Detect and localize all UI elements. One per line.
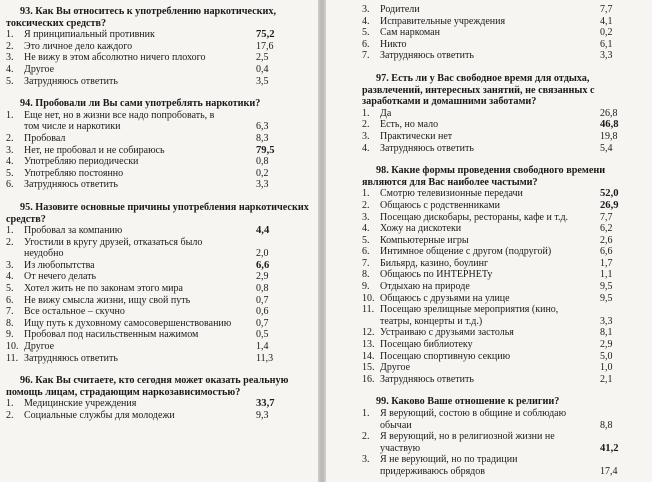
answer-percentage: 0,8	[256, 283, 269, 295]
answer-number: 7.	[6, 306, 14, 318]
answer-row	[362, 143, 644, 155]
answer-row	[362, 119, 644, 131]
answer-row	[6, 318, 310, 330]
answer-percentage: 26,9	[600, 199, 619, 211]
section-spacer	[362, 385, 644, 396]
answer-number: 4.	[6, 63, 14, 75]
answer-number: 15.	[362, 362, 375, 374]
question-block	[362, 165, 644, 385]
question-title: 96. Как Вы считаете, кто сегодня может оказать реальную помощь лицам, страдающим наркозависимостью?	[6, 375, 289, 398]
answer-percentage: 2,1	[600, 373, 613, 385]
answer-percentage: 0,7	[256, 317, 269, 329]
answer-percentage: 5,4	[600, 142, 613, 154]
answer-row	[362, 16, 644, 28]
answer-row	[6, 341, 310, 353]
answer-number: 4.	[362, 223, 370, 235]
section-spacer	[362, 62, 644, 73]
answer-percentage: 3,5	[256, 75, 269, 87]
answer-percentage: 0,5	[256, 329, 269, 341]
answer-row	[362, 27, 644, 39]
answer-percentage: 3,3	[256, 179, 269, 191]
section-spacer	[6, 191, 310, 202]
answer-percentage: 8,1	[600, 327, 613, 339]
answer-text: Еще нет, но в жизни все надо попробовать, в том числе и наркотики	[24, 109, 215, 133]
answer-percentage: 2,9	[256, 271, 269, 283]
answer-text: Общаюсь с родственниками	[380, 199, 500, 211]
answer-number: 6.	[362, 38, 370, 50]
answer-row	[362, 269, 644, 281]
answer-text: Все остальное – скучно	[24, 306, 125, 318]
answer-percentage: 41,2	[600, 442, 619, 454]
answer-number: 3.	[6, 259, 14, 271]
answer-row	[6, 283, 310, 295]
question-block	[6, 6, 310, 87]
answer-number: 2.	[6, 236, 14, 248]
answer-number: 11.	[6, 352, 19, 364]
answer-percentage: 52,0	[600, 188, 619, 200]
answer-percentage: 6,2	[600, 223, 613, 235]
question-title: 94. Пробовали ли Вы сами употреблять наркотики?	[20, 98, 261, 110]
answer-number: 10.	[362, 292, 375, 304]
answer-text: Ищу путь к духовному самосовершенствованию	[24, 317, 232, 329]
answer-row	[6, 329, 310, 341]
answer-number: 2.	[362, 199, 370, 211]
answer-row	[362, 200, 644, 212]
answer-text: Я не верующий, но по традиции придерживаюсь обрядов	[380, 454, 518, 477]
answer-row	[362, 351, 644, 363]
answer-number: 2.	[362, 431, 370, 443]
answer-text: Затрудняюсь ответить	[380, 142, 474, 154]
answer-text: Интимное общение с другом (подругой)	[380, 246, 552, 258]
answer-percentage: 5,0	[600, 350, 613, 362]
answer-number: 5.	[6, 75, 14, 87]
answer-row	[362, 258, 644, 270]
answer-number: 3.	[6, 52, 14, 64]
answer-text: Никто	[380, 38, 407, 50]
answer-text: Затрудняюсь ответить	[24, 352, 118, 364]
answer-number: 3.	[362, 454, 370, 466]
answer-row	[6, 133, 310, 145]
answer-percentage: 7,7	[600, 4, 613, 15]
answer-number: 1.	[362, 408, 370, 419]
answer-percentage: 26,8	[600, 107, 618, 119]
answer-number: 7.	[362, 50, 370, 62]
right-page	[326, 0, 652, 482]
answer-row	[362, 362, 644, 374]
answer-number: 4.	[6, 271, 14, 283]
answer-number: 1.	[6, 398, 14, 410]
answer-percentage: 4,4	[256, 225, 270, 237]
question-block	[362, 73, 644, 154]
answer-number: 7.	[362, 257, 370, 269]
answer-number: 2.	[362, 119, 370, 131]
answer-row	[6, 260, 310, 272]
answer-text: Посещаю спортивную секцию	[380, 350, 511, 362]
answer-text: Нет, не пробовал и не собираюсь	[24, 144, 165, 156]
answer-text: Употребляю постоянно	[24, 167, 124, 179]
answer-row	[362, 327, 644, 339]
answer-row	[6, 398, 310, 410]
answer-text: Бильярд, казино, боулинг	[380, 257, 489, 269]
answer-percentage: 11,3	[256, 352, 274, 364]
answer-row	[6, 225, 310, 237]
answer-text: Затрудняюсь ответить	[380, 50, 474, 62]
answer-text: Я принципиальный противник	[24, 29, 155, 41]
answer-text: Медицинские учреждения	[24, 398, 137, 410]
answer-number: 1.	[6, 109, 14, 121]
answer-number: 3.	[6, 144, 14, 156]
answer-text: Исправительные учреждения	[380, 15, 506, 27]
answer-percentage: 8,3	[256, 132, 269, 144]
answer-text: Затрудняюсь ответить	[24, 75, 118, 87]
answer-row	[6, 52, 310, 64]
section-spacer	[6, 87, 310, 98]
answer-percentage: 2,0	[256, 248, 269, 260]
answer-text: Угостили в кругу друзей, отказаться было неудобно	[24, 236, 203, 260]
answer-number: 5.	[6, 283, 14, 295]
answer-text: Я верующий, состою в общине и соблюдаю обычаи	[380, 408, 567, 431]
answer-text: Посещаю дискобары, рестораны, кафе и т.д.	[380, 211, 569, 223]
answer-number: 12.	[362, 327, 375, 339]
answer-text: Пробовал	[24, 132, 66, 144]
answer-number: 1.	[6, 29, 14, 41]
left-page-column	[6, 6, 310, 422]
left-page	[0, 0, 318, 482]
answer-text: Это личное дело каждого	[24, 40, 133, 52]
answer-row	[362, 454, 644, 477]
answer-number: 2.	[6, 132, 14, 144]
answer-percentage: 2,6	[600, 234, 613, 246]
answer-text: Посещаю библиотеку	[380, 339, 473, 351]
answer-number: 1.	[362, 107, 370, 119]
answer-percentage: 46,8	[600, 119, 619, 131]
answer-percentage: 2,9	[600, 339, 613, 351]
answer-percentage: 9,3	[256, 410, 269, 421]
answer-row	[362, 304, 644, 327]
question-title: 95. Назовите основные причины употребления наркотических средств?	[6, 201, 309, 225]
question-block	[362, 4, 644, 62]
answer-row	[6, 76, 310, 88]
question-title: 99. Каково Ваше отношение к религии?	[376, 396, 560, 408]
answer-row	[6, 271, 310, 283]
answer-number: 1.	[362, 188, 370, 200]
answer-row	[362, 188, 644, 200]
answer-number: 8.	[362, 269, 370, 281]
answer-row	[6, 168, 310, 180]
answer-text: Другое	[24, 341, 55, 353]
answer-text: Из любопытства	[24, 259, 95, 271]
answer-percentage: 9,5	[600, 281, 613, 293]
question-block	[6, 98, 310, 191]
answer-number: 5.	[362, 234, 370, 246]
answer-percentage: 0,8	[256, 156, 269, 168]
answer-row	[362, 339, 644, 351]
answer-text: Отдыхаю на природе	[380, 281, 470, 293]
answer-number: 3.	[362, 130, 370, 142]
answer-row	[362, 212, 644, 224]
answer-row	[6, 145, 310, 157]
answer-number: 4.	[6, 156, 14, 168]
answer-row	[6, 156, 310, 168]
section-spacer	[362, 154, 644, 165]
right-page-column	[362, 4, 644, 478]
answer-text: Не вижу в этом абсолютно ничего плохого	[24, 52, 206, 64]
answer-text: Хотел жить не по законам этого мира	[24, 283, 183, 295]
answer-number: 4.	[362, 15, 370, 27]
answer-row	[6, 410, 310, 422]
answer-row	[362, 235, 644, 247]
question-block	[6, 202, 310, 364]
answer-percentage: 17,4	[600, 465, 618, 477]
answer-percentage: 0,7	[256, 294, 269, 306]
answer-number: 5.	[362, 27, 370, 39]
answer-row	[6, 179, 310, 191]
answer-row	[362, 39, 644, 51]
answer-percentage: 3,3	[600, 50, 613, 62]
answer-percentage: 0,2	[256, 167, 269, 179]
answer-percentage: 2,5	[256, 52, 269, 64]
answer-text: Затрудняюсь ответить	[24, 179, 118, 191]
answer-row	[362, 431, 644, 454]
answer-row	[362, 131, 644, 143]
answer-row	[362, 223, 644, 235]
answer-text: Социальные службы для молодежи	[24, 410, 175, 421]
answer-percentage: 33,7	[256, 398, 275, 410]
answer-number: 6.	[362, 246, 370, 258]
answer-percentage: 1,7	[600, 257, 613, 269]
question-title: 98. Какие формы проведения свободного времени являются для Вас наиболее частыми?	[362, 165, 606, 188]
answer-row	[6, 306, 310, 318]
answer-text: Другое	[24, 63, 55, 75]
answer-row	[6, 295, 310, 307]
answer-percentage: 0,2	[600, 27, 613, 39]
section-spacer	[6, 364, 310, 375]
answer-row	[362, 108, 644, 120]
answer-percentage: 6,6	[256, 259, 270, 271]
answer-text: Общаюсь с друзьями на улице	[380, 292, 510, 304]
answer-text: Компьютерные игры	[380, 234, 469, 246]
answer-text: Пробовал за компанию	[24, 225, 123, 237]
answer-percentage: 0,4	[256, 63, 269, 75]
answer-text: Употребляю периодически	[24, 156, 139, 168]
answer-text: Не вижу смысла жизни, ищу свой путь	[24, 294, 191, 306]
answer-number: 6.	[6, 294, 14, 306]
answer-number: 2.	[6, 40, 14, 52]
answer-text: Устраиваю с друзьями застолья	[380, 327, 514, 339]
answer-number: 4.	[362, 142, 370, 154]
answer-number: 9.	[6, 329, 14, 341]
question-title: 97. Есть ли у Вас свободное время для отдыха, развлечений, интересных занятий, не связанных с заработками и домашними заботами?	[362, 72, 595, 108]
answer-percentage: 9,5	[600, 292, 613, 304]
answer-row	[362, 50, 644, 62]
answer-row	[362, 374, 644, 386]
question-block	[362, 396, 644, 477]
answer-text: Есть, но мало	[380, 119, 439, 131]
answer-text: Затрудняюсь ответить	[380, 373, 474, 385]
answer-percentage: 8,8	[600, 419, 613, 431]
answer-number: 11.	[362, 304, 375, 316]
answer-percentage: 19,8	[600, 130, 618, 142]
answer-row	[6, 353, 310, 365]
answer-percentage: 1,0	[600, 362, 613, 374]
answer-row	[362, 4, 644, 16]
answer-percentage: 1,4	[256, 341, 269, 353]
answer-text: Родители	[380, 4, 420, 15]
answer-text: Другое	[380, 362, 411, 374]
answer-row	[362, 281, 644, 293]
answer-number: 10.	[6, 341, 19, 353]
answer-percentage: 7,7	[600, 211, 613, 223]
answer-percentage: 6,6	[600, 246, 613, 258]
answer-row	[362, 408, 644, 431]
answer-number: 3.	[362, 211, 370, 223]
answer-percentage: 4,1	[600, 15, 613, 27]
answer-number: 16.	[362, 373, 375, 385]
answer-number: 13.	[362, 339, 375, 351]
answer-text: Да	[380, 107, 392, 119]
answer-row	[6, 29, 310, 41]
answer-number: 8.	[6, 317, 14, 329]
answer-text: Практически нет	[380, 130, 453, 142]
answer-percentage: 79,5	[256, 144, 275, 156]
book-gutter	[318, 0, 326, 482]
question-block	[6, 375, 310, 421]
answer-percentage: 75,2	[256, 29, 275, 41]
answer-number: 1.	[6, 225, 14, 237]
answer-percentage: 0,6	[256, 306, 269, 318]
answer-percentage: 17,6	[256, 40, 274, 52]
answer-row	[6, 64, 310, 76]
answer-number: 14.	[362, 350, 375, 362]
answer-number: 9.	[362, 281, 370, 293]
answer-text: От нечего делать	[24, 271, 97, 283]
answer-percentage: 1,1	[600, 269, 613, 281]
answer-row	[6, 110, 310, 133]
answer-text: Общаюсь по ИНТЕРНЕТу	[380, 269, 493, 281]
answer-row	[362, 246, 644, 258]
answer-text: Я верующий, но в религиозной жизни не участвую	[380, 431, 555, 454]
answer-text: Пробовал под насильственным нажимом	[24, 329, 199, 341]
answer-percentage: 6,1	[600, 38, 613, 50]
answer-row	[6, 41, 310, 53]
answer-percentage: 6,3	[256, 121, 269, 133]
answer-percentage: 3,3	[600, 315, 613, 327]
answer-row	[6, 237, 310, 260]
answer-number: 5.	[6, 167, 14, 179]
question-title: 93. Как Вы относитесь к употреблению наркотических, токсических средств?	[6, 6, 277, 29]
answer-text: Хожу на дискотеки	[380, 223, 462, 235]
answer-text: Сам наркоман	[380, 27, 440, 39]
answer-text: Посещаю зрелищные мероприятия (кино, театры, концерты и т.д.)	[380, 304, 559, 327]
answer-text: Смотрю телевизионные передачи	[380, 188, 523, 200]
answer-number: 2.	[6, 410, 14, 421]
answer-row	[362, 293, 644, 305]
answer-number: 3.	[362, 4, 370, 15]
answer-number: 6.	[6, 179, 14, 191]
